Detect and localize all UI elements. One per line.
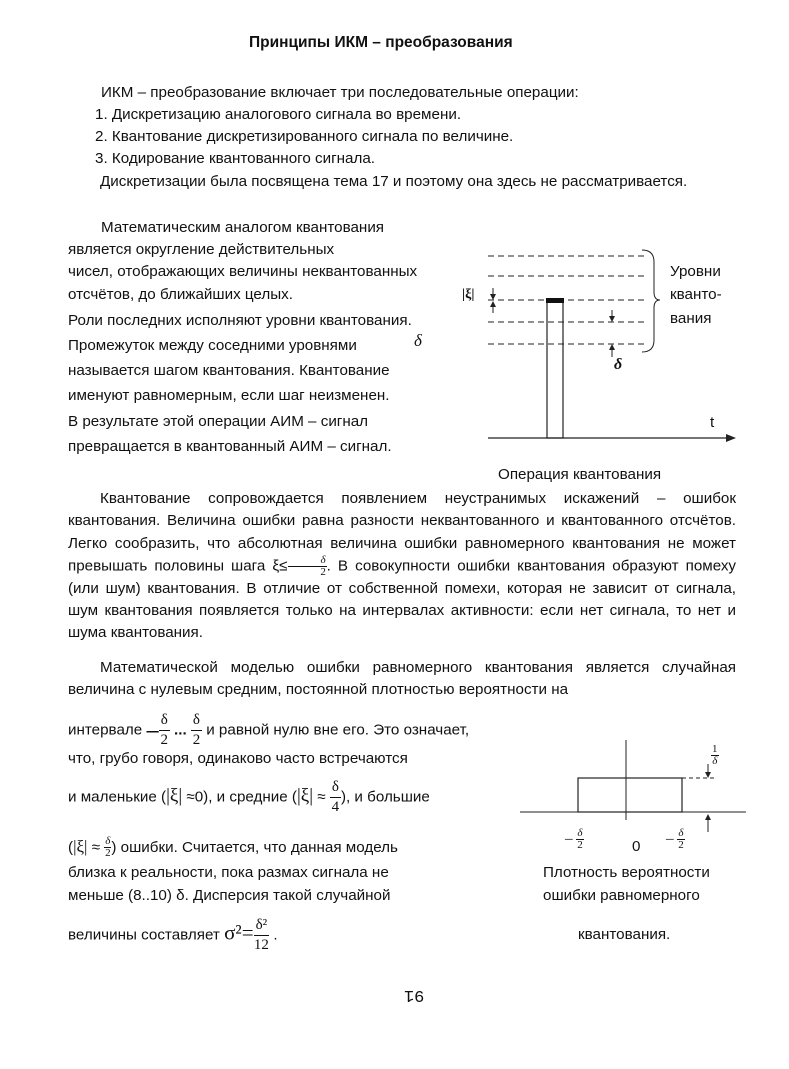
- xi-label: |ξ|: [462, 287, 475, 302]
- errors-text: Квантование сопровождается появлением неустранимых искажений – ошибок квантования. Величина ошибки равна разности неквантованного и квантованного отсчётов. Легко сообразить, что абсолютная величина ошибки равномерного квантования не может превышать половины шага ξ≤: [68, 490, 736, 575]
- ellipsis: ...: [174, 721, 187, 739]
- page-number: 91: [404, 985, 425, 1004]
- large-errors-line: [68, 836, 398, 859]
- fraction-numerator: δ: [330, 780, 341, 798]
- variance-line: величины составляет σ²= $\frac{\text{δ²}}{12}$ .: [68, 917, 278, 953]
- text: ≈: [91, 839, 101, 856]
- axis-arrow-icon: [726, 434, 736, 442]
- figure2-caption-line: Плотность вероятности: [543, 864, 710, 881]
- xi-abs: |ξ|: [296, 785, 314, 807]
- xi-abs: |ξ|: [73, 837, 88, 856]
- quantized-level-bar: [546, 298, 564, 303]
- neg-half-tick-label: [565, 828, 584, 851]
- fraction-numerator: δ: [105, 835, 111, 848]
- text: ), и большие: [340, 788, 430, 806]
- fraction-numerator: δ: [577, 827, 583, 840]
- density-value-label: [711, 744, 719, 767]
- interval-word: интервале: [68, 721, 143, 739]
- delta-step-label: δ: [614, 356, 623, 373]
- arrow-up-icon: [609, 344, 615, 350]
- left-col-line: Роли последних исполняют уровни квантования.: [68, 312, 412, 329]
- arrow-down-icon: [609, 316, 615, 322]
- uniform-density-rect: [578, 778, 682, 812]
- less-line: меньше (8..10) δ. Дисперсия такой случайной: [68, 887, 391, 904]
- levels-label: Уровни: [670, 263, 721, 280]
- arrow-down-icon: [705, 772, 711, 778]
- fraction-numerator: δ: [288, 555, 327, 567]
- fraction-denominator: 4: [331, 799, 340, 815]
- half-step-fraction: [288, 555, 327, 578]
- arrow-up-icon: [705, 814, 711, 820]
- fraction-numerator: δ: [159, 713, 170, 731]
- minus-sign: –: [565, 830, 573, 847]
- small-errors-line: [68, 780, 430, 815]
- delta-symbol: δ: [414, 331, 422, 350]
- left-col-line: Промежуток между соседними уровнями: [68, 337, 357, 354]
- rough-line: что, грубо говоря, одинаково часто встречаются: [68, 750, 408, 767]
- left-col-line: Математическим аналогом квантования: [101, 219, 385, 236]
- arrow-up-icon: [490, 301, 496, 307]
- fraction-numerator: 1: [712, 743, 718, 755]
- fraction-denominator: 12: [253, 937, 269, 953]
- op-item-2: 2. Квантование дискретизированного сигнала по величине.: [95, 128, 514, 145]
- variance-fraction: [254, 918, 270, 953]
- left-col-line: отсчётов, до ближайших целых.: [68, 286, 293, 303]
- figure2-caption-line: квантования.: [578, 926, 671, 943]
- intro-line: ИКМ – преобразование включает три последовательные операции:: [101, 84, 579, 101]
- sample-pulse: [547, 300, 563, 438]
- one-over-delta-fraction: [711, 744, 719, 767]
- pos-half-tick-label: [666, 828, 685, 851]
- figure-caption: Операция квантования: [498, 466, 662, 483]
- interval-line: [68, 713, 469, 748]
- fraction-numerator: δ: [191, 713, 202, 731]
- equals-sign: =: [241, 920, 254, 945]
- paragraph-discretization: Дискретизации была посвящена тема 17 и поэтому она здесь не рассматривается.: [100, 173, 688, 190]
- minus-sign: –: [666, 830, 674, 847]
- axis-t-label: t: [710, 414, 715, 431]
- text: ≈: [317, 788, 326, 806]
- fraction-denominator: 2: [160, 732, 168, 748]
- fraction-denominator: 2: [320, 565, 326, 578]
- zero-tick-label: 0: [632, 838, 641, 855]
- fraction-denominator: 2: [577, 839, 583, 852]
- minus-sign: –: [146, 717, 159, 743]
- neg-half-fraction: [159, 713, 170, 748]
- fraction-numerator: δ²: [254, 918, 270, 936]
- paragraph-errors: [68, 488, 736, 645]
- xi-abs: |ξ|: [166, 785, 183, 807]
- pos-half-fraction: [191, 713, 202, 748]
- left-col-line: именуют равномерным, если шаг неизменен.: [68, 387, 390, 404]
- page-title: Принципы ИКМ – преобразования: [249, 34, 513, 51]
- text: величины составляет: [68, 926, 220, 944]
- left-col-line: чисел, отображающих величины неквантованных: [68, 263, 418, 280]
- op-item-3: 3. Кодирование квантованного сигнала.: [95, 150, 375, 167]
- levels-label: вания: [670, 310, 712, 327]
- figure2-caption-line: ошибки равномерного: [543, 887, 700, 904]
- left-col-line: В результате этой операции АИМ – сигнал: [68, 413, 369, 430]
- left-col-line: превращается в квантованный АИМ – сигнал.: [68, 438, 392, 455]
- levels-brace: [642, 250, 660, 352]
- left-col-line: является округление действительных: [68, 241, 335, 258]
- sigma-squared: σ²: [224, 920, 242, 945]
- interval-rest: и равной нулю вне его. Это означает,: [206, 721, 470, 739]
- fraction-denominator: 2: [678, 839, 684, 852]
- quarter-step-fraction: [330, 780, 341, 815]
- text: и маленькие (: [68, 788, 167, 806]
- text: ) ошибки. Считается, что данная модель: [111, 839, 398, 856]
- errors-text: . В совокупности ошибки квантования образуют помеху (или шум) квантования. В отличие от собственной помехи, которая не зависит от сигнала, шум квантования появляется только на интервалах активности: если нет сигнала, то нет и шума квантования.: [68, 557, 737, 642]
- fraction-denominator: 2: [105, 847, 111, 860]
- fraction-numerator: δ: [678, 827, 684, 840]
- half-fraction: [677, 828, 684, 851]
- close-line: близка к реальности, пока размах сигнала не: [68, 864, 389, 881]
- text: ≈0), и средние (: [186, 788, 297, 806]
- left-col-line: называется шагом квантования. Квантование: [68, 362, 390, 379]
- quantization-levels: [488, 256, 645, 344]
- op-item-1: 1. Дискретизацию аналогового сигнала во времени.: [95, 106, 462, 123]
- fraction-denominator: δ: [712, 755, 718, 767]
- arrow-down-icon: [490, 294, 496, 300]
- text: (: [68, 839, 74, 856]
- paragraph-model: Математической моделью ошибки равномерного квантования является случайная величина с нулевым средним, постоянной плотностью вероятности на: [68, 659, 736, 699]
- levels-label: кванто-: [670, 286, 722, 303]
- fraction-denominator: 2: [192, 732, 201, 748]
- half-fraction: [576, 828, 583, 851]
